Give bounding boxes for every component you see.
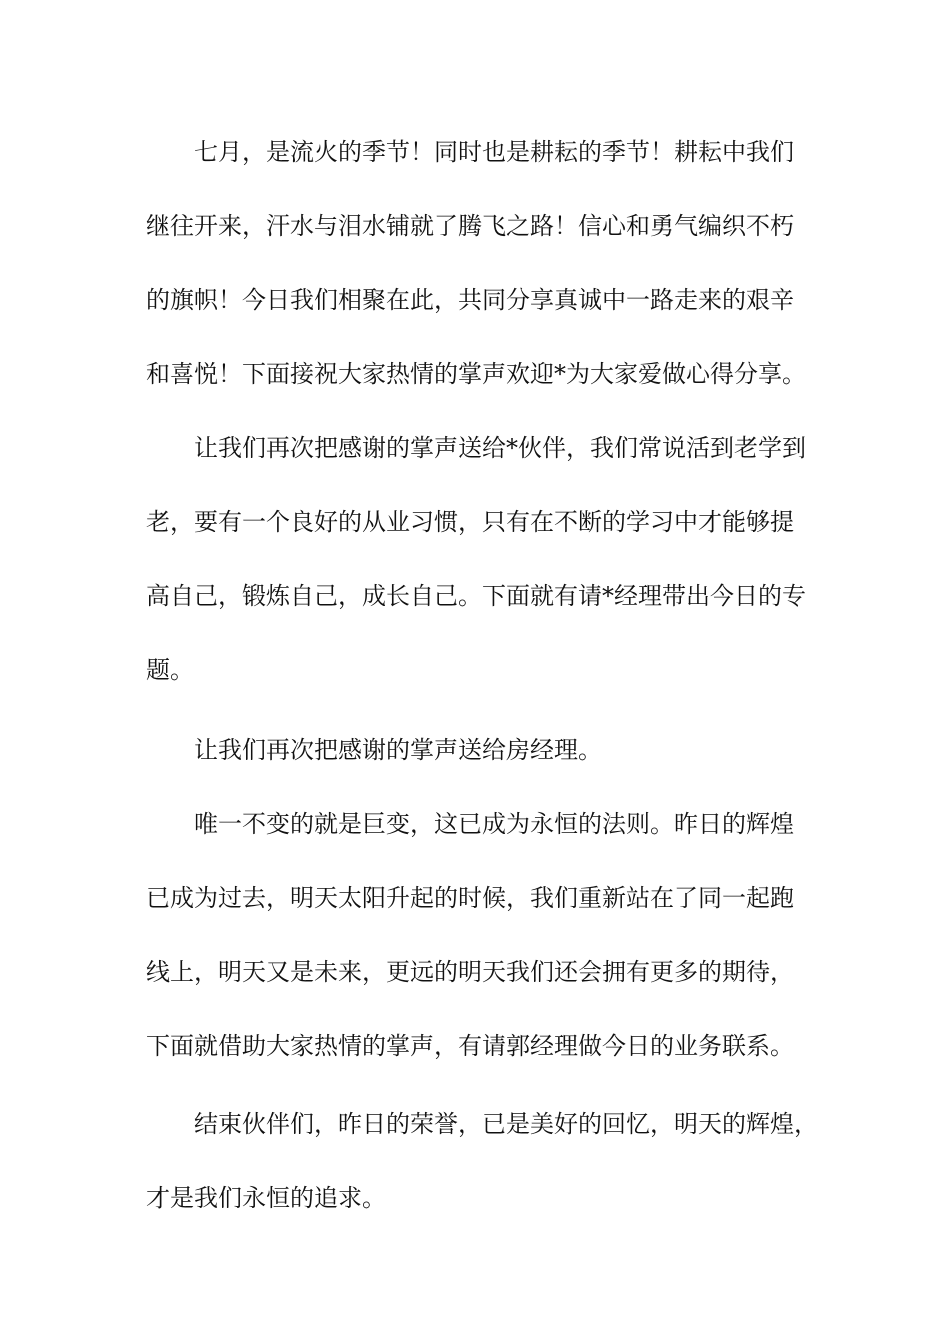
text-line: 让我们再次把感谢的掌声送给*伙伴，我们常说活到老学到 bbox=[194, 434, 806, 462]
text-line: 七月，是流火的季节！同时也是耕耘的季节！耕耘中我们 bbox=[194, 138, 794, 166]
text-line: 线上，明天又是未来，更远的明天我们还会拥有更多的期待， bbox=[146, 958, 794, 986]
text-line: 的旗帜！今日我们相聚在此，共同分享真诚中一路走来的艰辛 bbox=[146, 286, 794, 314]
text-line: 老，要有一个良好的从业习惯，只有在不断的学习中才能够提 bbox=[146, 508, 794, 536]
text-line: 已成为过去，明天太阳升起的时候，我们重新站在了同一起跑 bbox=[146, 884, 794, 912]
text-line: 才是我们永恒的追求。 bbox=[146, 1184, 386, 1212]
text-line: 下面就借助大家热情的掌声，有请郭经理做今日的业务联系。 bbox=[146, 1032, 794, 1060]
text-line: 高自己，锻炼自己，成长自己。下面就有请*经理带出今日的专 bbox=[146, 582, 806, 610]
text-line: 和喜悦！下面接祝大家热情的掌声欢迎*为大家爱做心得分享。 bbox=[146, 360, 806, 388]
text-line: 结束伙伴们，昨日的荣誉，已是美好的回忆，明天的辉煌， bbox=[194, 1110, 818, 1138]
text-line: 继往开来，汗水与泪水铺就了腾飞之路！信心和勇气编织不朽 bbox=[146, 212, 794, 240]
text-line: 让我们再次把感谢的掌声送给房经理。 bbox=[194, 736, 602, 764]
text-line: 题。 bbox=[146, 656, 194, 684]
text-line: 唯一不变的就是巨变，这已成为永恒的法则。昨日的辉煌 bbox=[194, 810, 794, 838]
